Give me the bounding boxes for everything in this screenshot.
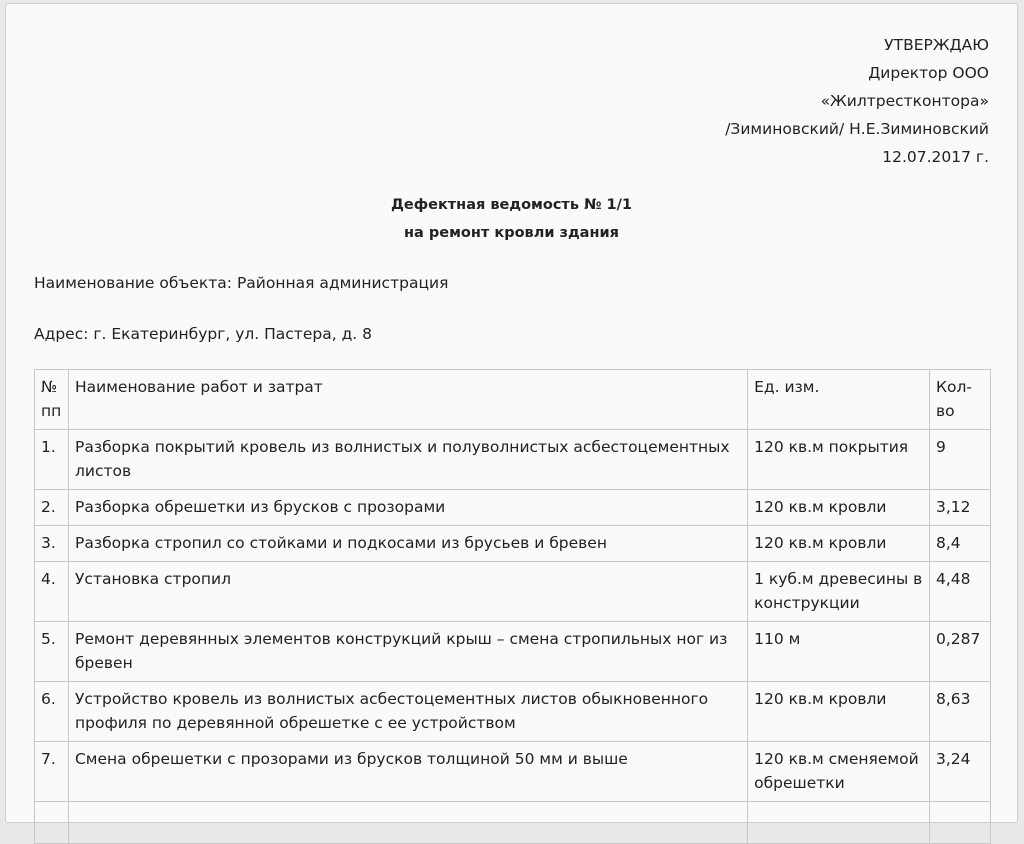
approval-company: «Жилтрестконтора» — [820, 92, 989, 110]
cell-unit: 120 кв.м кровли — [748, 490, 930, 526]
document-title-line2: на ремонт кровли здания — [404, 225, 619, 241]
document-title — [6, 191, 1017, 247]
cell-num: 3. — [35, 526, 69, 562]
cell-unit: 120 кв.м сменяемой обрешетки — [748, 742, 930, 802]
table-header-row — [35, 370, 991, 430]
cell-qty: 0,287 — [929, 622, 990, 682]
approval-date: 12.07.2017 г. — [882, 148, 989, 166]
cell-unit: 110 м — [748, 622, 930, 682]
cell-num — [35, 802, 69, 844]
approval-position: Директор ООО — [868, 64, 989, 82]
header-unit: Ед. изм. — [748, 370, 930, 430]
address-line: Адрес: г. Екатеринбург, ул. Пастера, д. 8 — [34, 325, 372, 343]
cell-name: Установка стропил — [68, 562, 747, 622]
cell-num: 2. — [35, 490, 69, 526]
document-sheet — [5, 3, 1018, 823]
cell-qty: 4,48 — [929, 562, 990, 622]
cell-unit: 120 кв.м кровли — [748, 526, 930, 562]
table-row — [35, 430, 991, 490]
cell-name: Ремонт деревянных элементов конструкций крыш – смена стропильных ног из бревен — [68, 622, 747, 682]
cell-num: 1. — [35, 430, 69, 490]
cell-name: Разборка покрытий кровель из волнистых и полуволнистых асбестоцементных листов — [68, 430, 747, 490]
cell-name: Устройство кровель из волнистых асбестоцементных листов обыкновенного профиля по деревянной обрешетке с ее устройством — [68, 682, 747, 742]
approval-heading: УТВЕРЖДАЮ — [884, 36, 989, 54]
cell-name: Разборка стропил со стойками и подкосами из брусьев и бревен — [68, 526, 747, 562]
cell-qty — [929, 802, 990, 844]
cell-unit: 120 кв.м покрытия — [748, 430, 930, 490]
cell-num: 6. — [35, 682, 69, 742]
approval-signature: /Зиминовский/ Н.Е.Зиминовский — [725, 120, 989, 138]
cell-unit: 120 кв.м кровли — [748, 682, 930, 742]
table-row — [35, 490, 991, 526]
table-row — [35, 802, 991, 844]
object-name-line: Наименование объекта: Районная администрация — [34, 274, 449, 292]
header-qty: Кол-во — [929, 370, 990, 430]
table-row — [35, 562, 991, 622]
table-row — [35, 682, 991, 742]
approval-block — [725, 31, 989, 171]
cell-qty: 3,12 — [929, 490, 990, 526]
cell-unit: 1 куб.м древесины в конструкции — [748, 562, 930, 622]
cell-qty: 9 — [929, 430, 990, 490]
header-num: № пп — [35, 370, 69, 430]
cell-num: 4. — [35, 562, 69, 622]
document-title-line1: Дефектная ведомость № 1/1 — [390, 197, 633, 213]
cell-num: 5. — [35, 622, 69, 682]
defects-table — [34, 369, 991, 844]
table-row — [35, 622, 991, 682]
cell-name: Смена обрешетки с прозорами из брусков толщиной 50 мм и выше — [68, 742, 747, 802]
table-row — [35, 742, 991, 802]
header-name: Наименование работ и затрат — [68, 370, 747, 430]
cell-name — [68, 802, 747, 844]
cell-qty: 8,63 — [929, 682, 990, 742]
cell-unit — [748, 802, 930, 844]
cell-qty: 3,24 — [929, 742, 990, 802]
cell-name: Разборка обрешетки из брусков с прозорами — [68, 490, 747, 526]
cell-qty: 8,4 — [929, 526, 990, 562]
table-row — [35, 526, 991, 562]
cell-num: 7. — [35, 742, 69, 802]
